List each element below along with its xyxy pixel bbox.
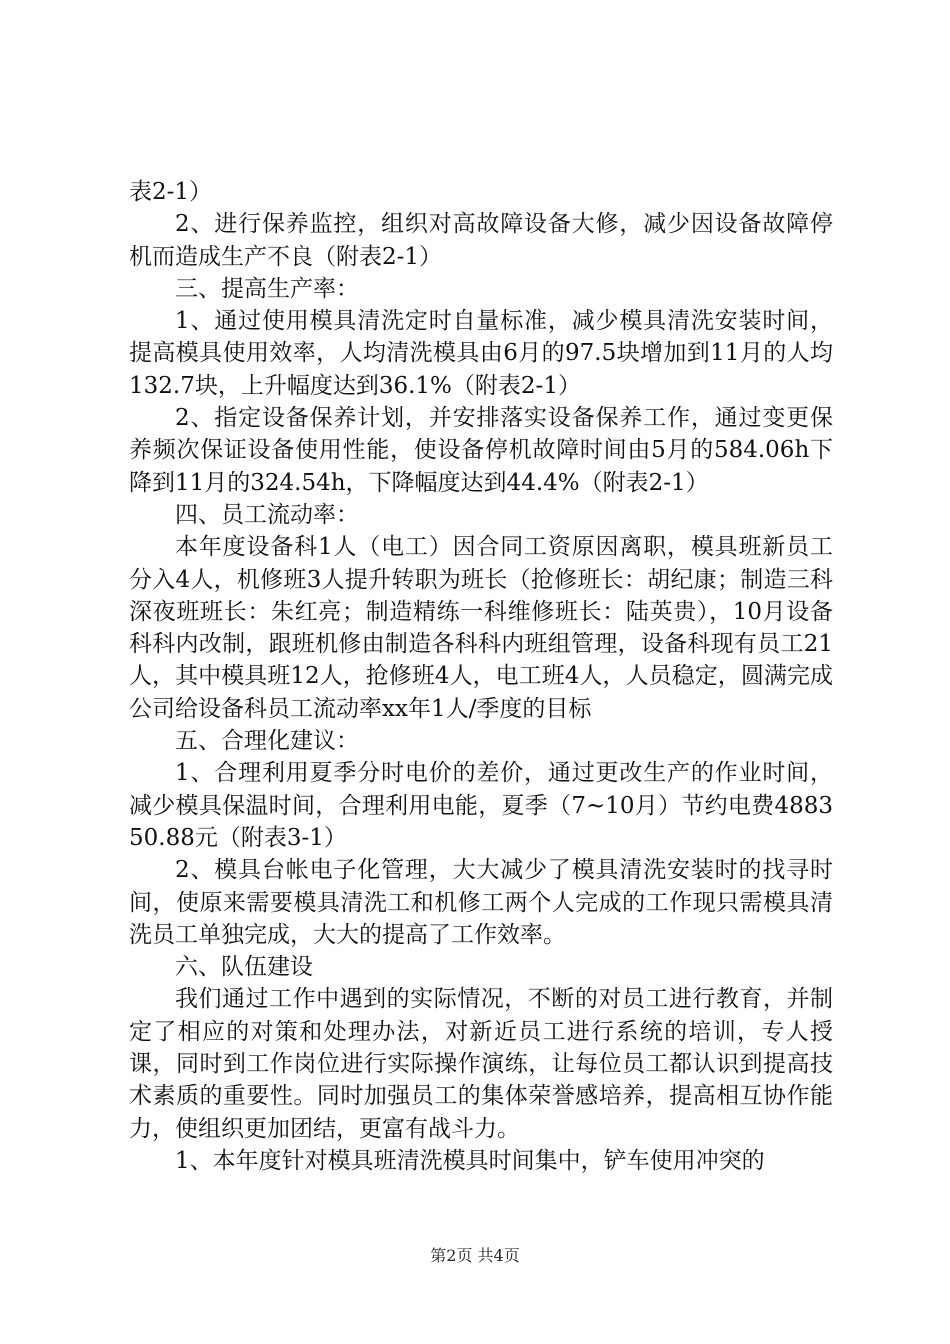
document-body bbox=[129, 176, 833, 1177]
page-number: 第2页 共4页 bbox=[430, 1246, 520, 1265]
section-heading-suggestions: 五、合理化建议： bbox=[175, 728, 359, 755]
paragraph-mold-cleaning: 1、通过使用模具清洗定时自量标准，减少模具清洗安装时间，提高模具使用效率，人均清洗模具由6月的97.5块增加到11月的人均132.7块，上升幅度达到36.1%（附表2-1） bbox=[129, 308, 833, 399]
paragraph-forklift: 1、本年度针对模具班清洗模具时间集中，铲车使用冲突的 bbox=[175, 1147, 765, 1174]
paragraph-maintenance-monitoring: 2、进行保养监控，组织对高故障设备大修，减少因设备故障停机而造成生产不良（附表2-1） bbox=[129, 211, 833, 270]
paragraph-maintenance-plan: 2、指定设备保养计划，并安排落实设备保养工作，通过变更保养频次保证设备使用性能，使设备停机故障时间由5月的584.06h下降到11月的324.54h，下降幅度达到44.4%（附表2-1） bbox=[129, 405, 833, 496]
section-heading-team-building: 六、队伍建设 bbox=[175, 954, 313, 981]
paragraph-digital-ledger: 2、模具台帐电子化管理，大大减少了模具清洗安装时的找寻时间，使原来需要模具清洗工和机修工两个人完成的工作现只需模具清洗员工单独完成，大大的提高了工作效率。 bbox=[129, 857, 833, 948]
paragraph-training: 我们通过工作中遇到的实际情况，不断的对员工进行教育，并制定了相应的对策和处理办法，对新近员工进行系统的培训，专人授课，同时到工作岗位进行实际操作演练，让每位员工都认识到提高技术素质的重要性。同时加强员工的集体荣誉感培养，提高相互协作能力，使组织更加团结，更富有战斗力。 bbox=[129, 986, 833, 1142]
paragraph-staff-changes: 本年度设备科1人（电工）因合同工资原因离职，模具班新员工分入4人，机修班3人提升转职为班长（抢修班长：胡纪康；制造三科深夜班班长：朱红亮；制造精练一科维修班长：陆英贵），10月设备科科内改制，跟班机修由制造各科科内班组管理，设备科现有员工21人，其中模具班12人，抢修班4人，电工班4人，人员稳定，圆满完成公司给设备科员工流动率xx年1人/季度的目标 bbox=[129, 534, 833, 722]
paragraph-continuation: 表2-1） bbox=[129, 179, 213, 205]
section-heading-productivity: 三、提高生产率： bbox=[175, 275, 359, 302]
section-heading-turnover: 四、员工流动率： bbox=[175, 501, 359, 528]
paragraph-electricity-savings: 1、合理利用夏季分时电价的差价，通过更改生产的作业时间，减少模具保温时间，合理利用电能，夏季（7~10月）节约电费488350.88元（附表3-1） bbox=[129, 760, 833, 851]
